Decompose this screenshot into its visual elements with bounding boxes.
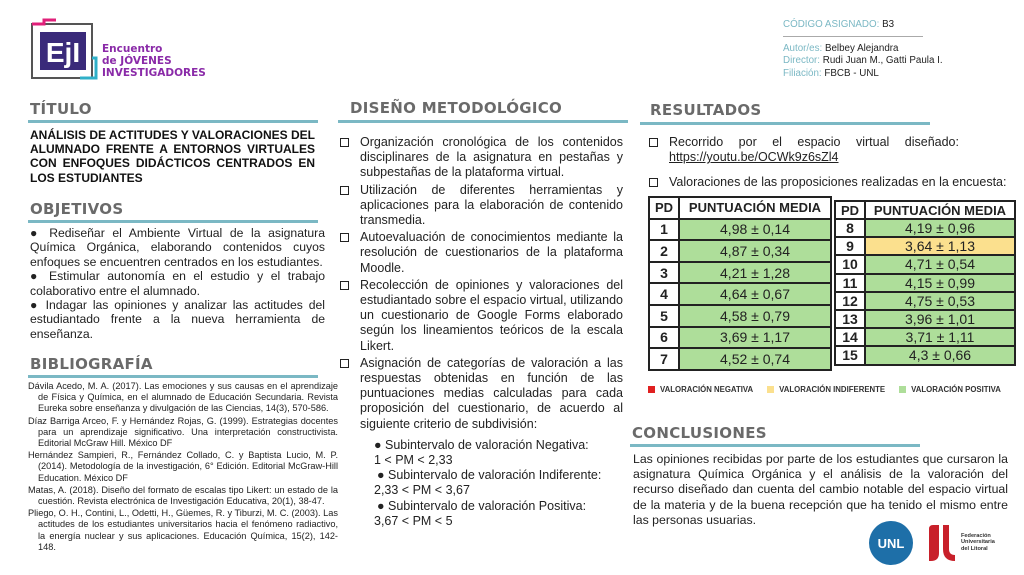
diseno-item-5	[338, 356, 623, 432]
subintervals	[338, 438, 623, 529]
affiliation-value: FBCB - UNL	[824, 67, 879, 79]
table-row	[649, 327, 831, 349]
diseno-item-2	[338, 183, 623, 229]
unl-logo-text: UNL	[877, 535, 905, 551]
legend-swatch-negative	[648, 386, 655, 393]
titulo-heading: TÍTULO	[30, 100, 92, 118]
titulo-bar	[28, 120, 318, 123]
director-value: Rudi Juan M., Gatti Paula I.	[822, 55, 943, 67]
legend-indifferent-label: VALORACIÓN INDIFERENTE	[779, 385, 886, 394]
pd-cell: 9	[835, 237, 865, 255]
pd-cell: 11	[835, 274, 865, 292]
objetivo-item-3: ● Indagar las opiniones y analizar las actitudes del estudiantado frente a la nueva herramienta de enseñanza.	[30, 298, 325, 341]
subinterval-indifferent-label: ● Subintervalo de valoración Indiferente:	[377, 468, 602, 483]
titulo-text: ANÁLISIS DE ACTITUDES Y VALORACIONES DEL ALUMNADO FRENTE A ENTORNOS VIRTUALES CON ENFOQUES DIDÁCTICOS CENTRADOS EN LOS ESTUDIANTES	[30, 128, 315, 185]
pm-cell: 3,69 ± 1,17	[679, 327, 831, 349]
table-row	[649, 262, 831, 284]
pm-cell: 4,98 ± 0,14	[679, 219, 831, 241]
fed-logo-text	[961, 533, 995, 552]
video-link[interactable]: https://youtu.be/OCWk9z6sZl4	[669, 150, 839, 165]
fed-logo-mark	[925, 523, 959, 563]
bib-item-4: Matas, A. (2018). Diseño del formato de escalas tipo Likert: un estado de la cuestión. Revista electrónica de Investigación Educativa, 20(1), 38-47.	[28, 484, 338, 507]
table-row	[835, 255, 1015, 273]
pm-cell: 4,3 ± 0,66	[865, 346, 1015, 364]
checkbox-icon	[649, 138, 658, 147]
bibliografia-heading: BIBLIOGRAFÍA	[30, 355, 153, 373]
authors-value: Belbey Alejandra	[824, 42, 899, 54]
bib-item-1: Dávila Acedo, M. A. (2017). Las emociones y sus causas en el aprendizaje de Física y Química, en el alumnado de Educación Secundaria. Revista Eureka sobre enseñanza y divulgación de las Ciencias, 14(3), 570-586.	[28, 381, 338, 414]
pd-cell: 10	[835, 255, 865, 273]
resultados-list	[647, 135, 1015, 191]
table-row	[649, 305, 831, 327]
pd-cell: 7	[649, 348, 679, 370]
pd-cell: 12	[835, 292, 865, 310]
pm-cell: 4,19 ± 0,96	[865, 219, 1015, 237]
legend-swatch-indifferent	[767, 386, 774, 393]
table-row	[649, 283, 831, 305]
table-row	[835, 310, 1015, 328]
objetivos-heading: OBJETIVOS	[30, 200, 124, 218]
pm-cell: 4,21 ± 1,28	[679, 262, 831, 284]
table-row	[649, 219, 831, 241]
table-row	[835, 328, 1015, 346]
pm-cell: 4,75 ± 0,53	[865, 292, 1015, 310]
pd-cell: 5	[649, 305, 679, 327]
assigned-code	[783, 19, 943, 32]
pm-cell: 3,64 ± 1,13	[865, 237, 1015, 255]
authors-label: Autor/es:	[783, 42, 823, 54]
resultados-item-1	[647, 135, 1015, 165]
subinterval-negative-label: ● Subintervalo de valoración Negativa:	[374, 437, 589, 452]
pm-cell: 4,87 ± 0,34	[679, 240, 831, 262]
diseno-item-2-text: Utilización de diferentes herramientas y aplicaciones para la elaboración de contenido transmedia.	[360, 182, 623, 228]
col-pm-header: PUNTUACIÓN MEDIA	[865, 201, 1015, 219]
subinterval-negative	[374, 438, 623, 468]
pd-cell: 6	[649, 327, 679, 349]
results-table-right	[834, 200, 1016, 366]
code-label: CÓDIGO ASIGNADO:	[783, 19, 880, 30]
bib-item-3: Hernández Sampieri, R., Fernández Collado, C. y Baptista Lucio, M. P. (2014). Metodología de la investigación, 6° Edición. Editorial McGraw-Hill Education. México DF	[28, 450, 338, 483]
subinterval-positive-label: ● Subintervalo de valoración Positiva:	[377, 498, 587, 513]
legend-indifferent	[767, 385, 885, 394]
pd-cell: 8	[835, 219, 865, 237]
results-table-left	[648, 196, 832, 371]
table-row	[835, 346, 1015, 364]
diseno-item-4	[338, 278, 623, 354]
diseno-item-1-text: Organización cronológica de los contenidos disciplinares de la asignatura en pestañas y subpestañas de la plataforma virtual.	[360, 135, 623, 180]
legend-negative-label: VALORACIÓN NEGATIVA	[660, 385, 754, 394]
objetivo-item-2: ● Estimular autonomía en el estudio y el trabajo colaborativo entre el alumnado.	[30, 269, 325, 298]
resultados-item-2	[647, 175, 1015, 190]
eji-logo-mark	[30, 18, 98, 82]
header-divider	[783, 36, 923, 37]
subinterval-negative-range: 1 < PM < 2,33	[374, 453, 453, 468]
checkbox-icon	[649, 178, 658, 187]
checkbox-icon	[340, 186, 349, 195]
fed-line-2: Universitaria	[961, 539, 995, 546]
subinterval-indifferent	[374, 468, 623, 498]
logo-text	[102, 43, 206, 79]
bibliografia-bar	[28, 375, 318, 378]
conclusiones-bar	[630, 444, 920, 447]
pd-cell: 4	[649, 283, 679, 305]
logo-line-3: INVESTIGADORES	[102, 67, 206, 79]
svg-text:EjI: EjI	[45, 37, 81, 68]
fed-logo	[925, 523, 1020, 563]
diseno-heading: DISEÑO METODOLÓGICO	[350, 99, 563, 117]
checkbox-icon	[340, 281, 349, 290]
logo-line-2: de JÓVENES	[102, 55, 172, 67]
table-row	[835, 292, 1015, 310]
checkbox-icon	[340, 138, 349, 147]
table-row	[835, 219, 1015, 237]
pm-cell: 4,64 ± 0,67	[679, 283, 831, 305]
director	[783, 55, 943, 68]
code-value: B3	[882, 19, 895, 30]
fed-line-1: Federación	[961, 533, 991, 539]
legend-positive-label: VALORACIÓN POSITIVA	[911, 385, 1001, 394]
resultados-bar	[640, 122, 930, 125]
resultados-item-2-text: Valoraciones de las proposiciones realizadas en la encuesta:	[669, 175, 1007, 190]
diseno-item-4-text: Recolección de opiniones y valoraciones del estudiantado sobre el espacio virtual, utilizando un cuestionario de Google Forms elaborado según los lineamientos teóricos de la escala Likert.	[360, 277, 623, 353]
resultados-intro	[647, 135, 1015, 193]
diseno-section	[338, 135, 623, 529]
objetivos-list	[30, 226, 325, 341]
bib-item-2: Díaz Barriga Arceo, F. y Hernández Rojas, G. (1999). Estrategias docentes para un aprendizaje significativo. Una interpretación constructivista. Editorial McGraw Hill. México DF	[28, 415, 338, 449]
objetivos-bar	[28, 220, 318, 223]
header-info	[783, 19, 943, 80]
table-header-row	[835, 201, 1015, 219]
table-row	[649, 240, 831, 262]
legend-swatch-positive	[899, 386, 906, 393]
checkbox-icon	[340, 233, 349, 242]
event-logo	[30, 18, 206, 82]
bib-item-5: Pliego, O. H., Contini, L., Odetti, H., Güemes, R. y Tiburzi, M. C. (2003). Las actitudes de los estudiantes universitarios hacia el fenómeno radiactivo, la energía nuclear y sus aplicaciones. Educación Química, 15(2), 142-148.	[28, 508, 338, 552]
legend-positive	[899, 385, 1001, 394]
diseno-list	[338, 135, 623, 432]
table-row	[649, 348, 831, 370]
legend-negative	[648, 385, 753, 394]
conclusiones-text: Las opiniones recibidas por parte de los estudiantes que cursaron la asignatura Química Orgánica y el análisis de la valoración del recurso diseñado dan cuenta del cambio notable del espacio virtual de la materia y de la buena recepción que ha tenido el mismo entre las personas usuarias.	[633, 452, 1008, 527]
affiliation	[783, 68, 943, 81]
pm-cell: 4,58 ± 0,79	[679, 305, 831, 327]
checkbox-icon	[340, 359, 349, 368]
subinterval-positive	[374, 499, 623, 529]
diseno-item-1	[338, 135, 623, 181]
subinterval-indifferent-range: 2,33 < PM < 3,67	[374, 483, 470, 498]
col-pd-header: PD	[835, 201, 865, 219]
table-row	[835, 237, 1015, 255]
subinterval-positive-range: 3,67 < PM < 5	[374, 513, 453, 528]
affiliation-label: Filiación:	[783, 67, 822, 79]
diseno-item-3	[338, 230, 623, 276]
director-label: Director:	[783, 55, 821, 67]
diseno-bar	[338, 120, 628, 123]
diseno-item-5-text: Asignación de categorías de valoración a las respuestas obtenidas en función de las puntuaciones medias calculadas para cada proposición del cuestionario, de acuerdo al siguiente criterio de subdivisión:	[360, 355, 623, 431]
authors	[783, 43, 943, 56]
pd-cell: 1	[649, 219, 679, 241]
resultados-item-1-text: Recorrido por el espacio virtual diseñado:	[669, 135, 959, 149]
conclusiones-heading: CONCLUSIONES	[632, 424, 767, 442]
col-pd-header: PD	[649, 197, 679, 219]
pd-cell: 13	[835, 310, 865, 328]
pd-cell: 14	[835, 328, 865, 346]
col-pm-header: PUNTUACIÓN MEDIA	[679, 197, 831, 219]
pm-cell: 4,52 ± 0,74	[679, 348, 831, 370]
resultados-heading: RESULTADOS	[650, 101, 762, 119]
objetivo-item-1: ● Rediseñar el Ambiente Virtual de la asignatura Química Orgánica, elaborando contenidos cuyos enfoques se encuentren centrados en los estudiantes.	[30, 226, 325, 269]
pd-cell: 2	[649, 240, 679, 262]
legend	[648, 385, 1018, 394]
table-header-row	[649, 197, 831, 219]
bibliografia-list	[28, 381, 338, 554]
logo-line-1: Encuentro	[102, 43, 163, 55]
fed-line-3: del Litoral	[961, 545, 988, 552]
table-row	[835, 274, 1015, 292]
pd-cell: 15	[835, 346, 865, 364]
pm-cell: 4,71 ± 0,54	[865, 255, 1015, 273]
pm-cell: 3,96 ± 1,01	[865, 310, 1015, 328]
pd-cell: 3	[649, 262, 679, 284]
unl-logo	[869, 521, 913, 565]
pm-cell: 3,71 ± 1,11	[865, 328, 1015, 346]
diseno-item-3-text: Autoevaluación de conocimientos mediante la resolución de cuestionarios de la plataforma Moodle.	[360, 230, 623, 275]
pm-cell: 4,15 ± 0,99	[865, 274, 1015, 292]
